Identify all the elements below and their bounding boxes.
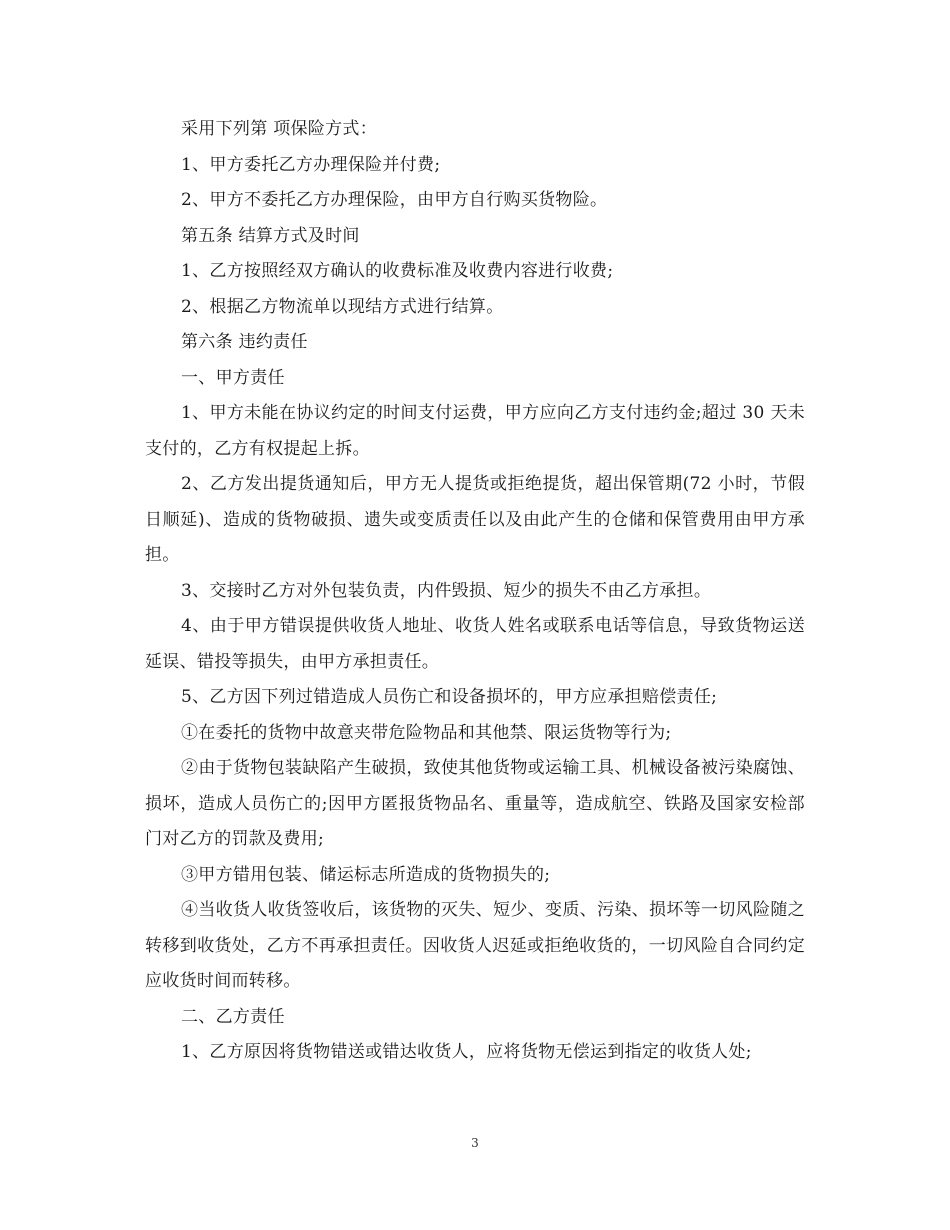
section-heading: 第五条 结算方式及时间 — [181, 225, 360, 246]
subsection-heading: 一、甲方责任 — [181, 367, 285, 388]
subsection-heading: 二、乙方责任 — [181, 1006, 285, 1027]
paragraph: 3、交接时乙方对外包装负责，内件毁损、短少的损失不由乙方承担。 — [181, 580, 712, 601]
document-body — [145, 112, 805, 1071]
paragraph: ①在委托的货物中故意夹带危险物品和其他禁、限运货物等行为; — [181, 722, 672, 743]
paragraph: 1、乙方原因将货物错送或错达收货人，应将货物无偿运到指定的收货人处; — [181, 1042, 752, 1062]
paragraph: 2、根据乙方物流单以现结方式进行结算。 — [181, 296, 504, 317]
section-heading: 第六条 违约责任 — [181, 332, 308, 352]
paragraph: 5、乙方因下列过错造成人员伤亡和设备损坏的，甲方应承担赔偿责任; — [181, 687, 718, 707]
paragraph: 采用下列第 项保险方式： — [181, 119, 378, 139]
paragraph: 1、甲方委托乙方办理保险并付费; — [181, 154, 441, 175]
paragraph: 2、乙方发出提货通知后，甲方无人提货或拒绝提货，超出保管期(72 小时，节假日顺延)、造成的货物破损、遗失或变质责任以及由此产生的仓储和保管费用由甲方承担。 — [145, 474, 805, 565]
paragraph: 1、乙方按照经双方确认的收费标准及收费内容进行收费; — [181, 261, 614, 281]
paragraph: 1、甲方未能在协议约定的时间支付运费，甲方应向乙方支付违约金;超过 30 天未支付的，乙方有权提起上拆。 — [145, 403, 805, 459]
page-number: 3 — [471, 1136, 479, 1150]
paragraph: ②由于货物包装缺陷产生破损，致使其他货物或运输工具、机械设备被污染腐蚀、损坏，造成人员伤亡的;因甲方匿报货物品名、重量等，造成航空、铁路及国家安检部门对乙方的罚款及费用; — [145, 758, 805, 849]
paragraph: 4、由于甲方错误提供收货人地址、收货人姓名或联系电话等信息，导致货物运送延误、错投等损失，由甲方承担责任。 — [145, 616, 805, 672]
paragraph: ③甲方错用包装、储运标志所造成的货物损失的; — [181, 864, 551, 885]
paragraph: ④当收货人收货签收后，该货物的灭失、短少、变质、污染、损坏等一切风险随之转移到收货处，乙方不再承担责任。因收货人迟延或拒绝收货的，一切风险自合同约定应收货时间而转移。 — [145, 900, 805, 991]
paragraph: 2、甲方不委托乙方办理保险，由甲方自行购买货物险。 — [181, 190, 608, 210]
